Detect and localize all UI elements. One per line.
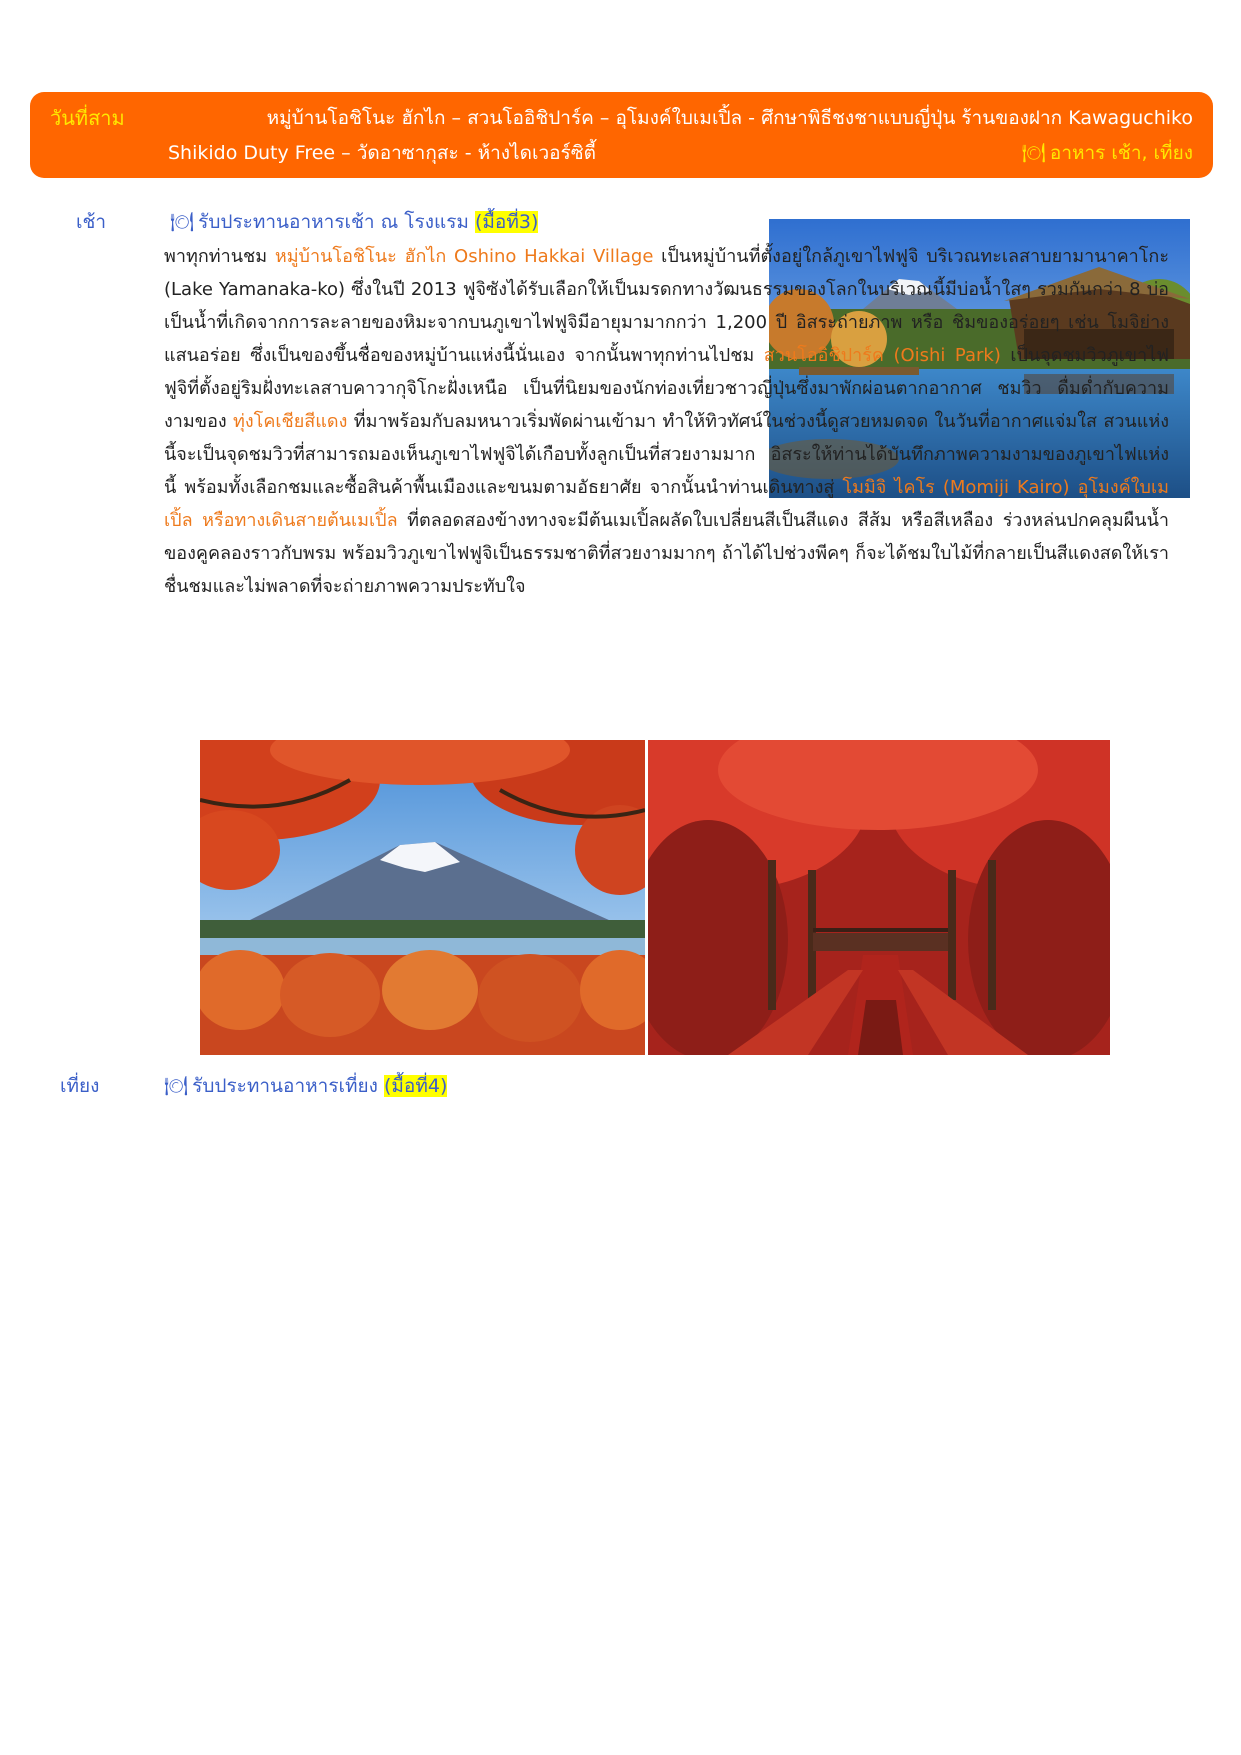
body-text-3: เป็นจุดชมวิวภูเขาไฟฟูจิที่ตั้งอยู่ริมฝั่งทะเลสาบคาวากุจิโกะฝั่งเหนือ เป็นที่นิยมของนักท่องเที่ยวชาวญี่ปุ่นซึ่งมาพักผ่อนตากอากาศ ชมวิว ดื่มด่ำกับความงามของ: [164, 345, 1169, 432]
lunch-line: [164, 1072, 447, 1100]
meals-summary: [1022, 139, 1193, 167]
attraction-description: [164, 240, 1169, 603]
lunch-text: รับประทานอาหารเที่ยง: [192, 1075, 378, 1097]
body-text-2: เป็นหมู่บ้านที่ตั้งอยู่ใกล้ภูเขาไฟฟูจิ บริเวณทะเลสาบยามานาคาโกะ (Lake Yamanaka-ko) ซึ่งในปี 2013 ฟูจิซังได้รับเลือกให้เป็นมรดกทางวัฒนธรรมของโลกในบริเวณนี้มีบ่อน้ำใสๆ รวมกันกว่า 8 บ่อ เป็นน้ำที่เกิดจากการละลายของหิมะจากบนภูเขาไฟฟูจิมีอายุมามากกว่า 1,200 ปี อิสระถ่ายภาพ หรือ ชิมของอร่อยๆ เช่น โมจิย่าง แสนอร่อย ซึ่งเป็นของขึ้นชื่อของหมู่บ้านแห่งนี้นั่นเอง จากนั้นพาทุกท่านไปชม: [164, 246, 1169, 366]
plate-cutlery-icon: 🍽: [164, 1075, 189, 1097]
day-title-line-1: หมู่บ้านโอชิโนะ ฮักไก – สวนโออิชิปาร์ค – อุโมงค์ใบเมเปิ้ล - ศึกษาพิธีชงชาแบบญี่ปุ่น ร้านของฝาก Kawaguchiko: [266, 107, 1193, 129]
oshino-hakkai-link: หมู่บ้านโอชิโนะ ฮักไก Oshino Hakkai Village: [274, 246, 654, 267]
lunch-time-label: เที่ยง: [60, 1075, 100, 1097]
body-text-4: ที่มาพร้อมกับลมหนาวเริ่มพัดผ่านเข้ามา ทำให้ทิวทัศน์ในช่วงนี้ดูสวยหมดจด ในวันที่อากาศแจ่มใส สวนแห่งนี้จะเป็นจุดชมวิวที่สามารถมองเห็นภูเขาไฟฟูจิได้เกือบทั้งลูกเป็นที่สวยงามมาก อิสระให้ท่านได้บันทึกภาพความงามของภูเขาไฟแห่งนี้ พร้อมทั้งเลือกชมและซื้อสินค้าพื้นเมืองและขนมตามอัธยาศัย จากนั้นนำท่านเดินทางสู่: [164, 411, 1169, 498]
meals-summary-text: อาหาร เช้า, เที่ยง: [1049, 142, 1193, 164]
breakfast-text: รับประทานอาหารเช้า ณ โรงแรม: [198, 211, 469, 233]
plate-cutlery-icon: 🍽: [1021, 142, 1046, 164]
oishi-park-link: สวนโออิชิปาร์ค (Oishi Park): [763, 345, 1001, 366]
day-title-line-2: Shikido Duty Free – วัดอาซากุสะ - ห้างไดเวอร์ซิตี้: [168, 142, 596, 164]
plate-cutlery-icon: 🍽: [170, 211, 195, 233]
breakfast-time-label: เช้า: [76, 211, 107, 233]
body-text-5: ที่ตลอดสองข้างทางจะมีต้นเมเปิ้ลผลัดใบเปลี่ยนสีเป็นสีแดง สีส้ม หรือสีเหลือง ร่วงหล่นปกคลุมผืนน้ำของคูคลองราวกับพรม พร้อมวิวภูเขาไฟฟูจิเป็นธรรมชาติที่สวยงามมากๆ ถ้าได้ไปช่วงพีคๆ ก็จะได้ชมใบไม้ที่กลายเป็นสีแดงสดให้เราชื่นชมและไม่พลาดที่จะถ่ายภาพความประทับใจ: [164, 510, 1170, 597]
momiji-kairo-link: โมมิจิ ไคโร (Momiji Kairo) อุโมงค์ใบเมเปิ้ล หรือทางเดินสายต้นเมเปิ้ล: [164, 477, 1169, 531]
body-text-1: พาทุกท่านชม: [164, 246, 275, 267]
kochia-field-link: ทุ่งโคเชียสีแดง: [233, 411, 348, 432]
day-label: วันที่สาม: [50, 106, 125, 130]
mount-fuji-kochia-photo: [200, 740, 645, 1055]
breakfast-meal-count: (มื้อที่3): [475, 211, 539, 233]
lunch-meal-count: (มื้อที่4): [384, 1075, 448, 1097]
day-header-banner: [30, 92, 1213, 178]
maple-tunnel-photo: [648, 740, 1110, 1055]
breakfast-line: [170, 208, 538, 236]
